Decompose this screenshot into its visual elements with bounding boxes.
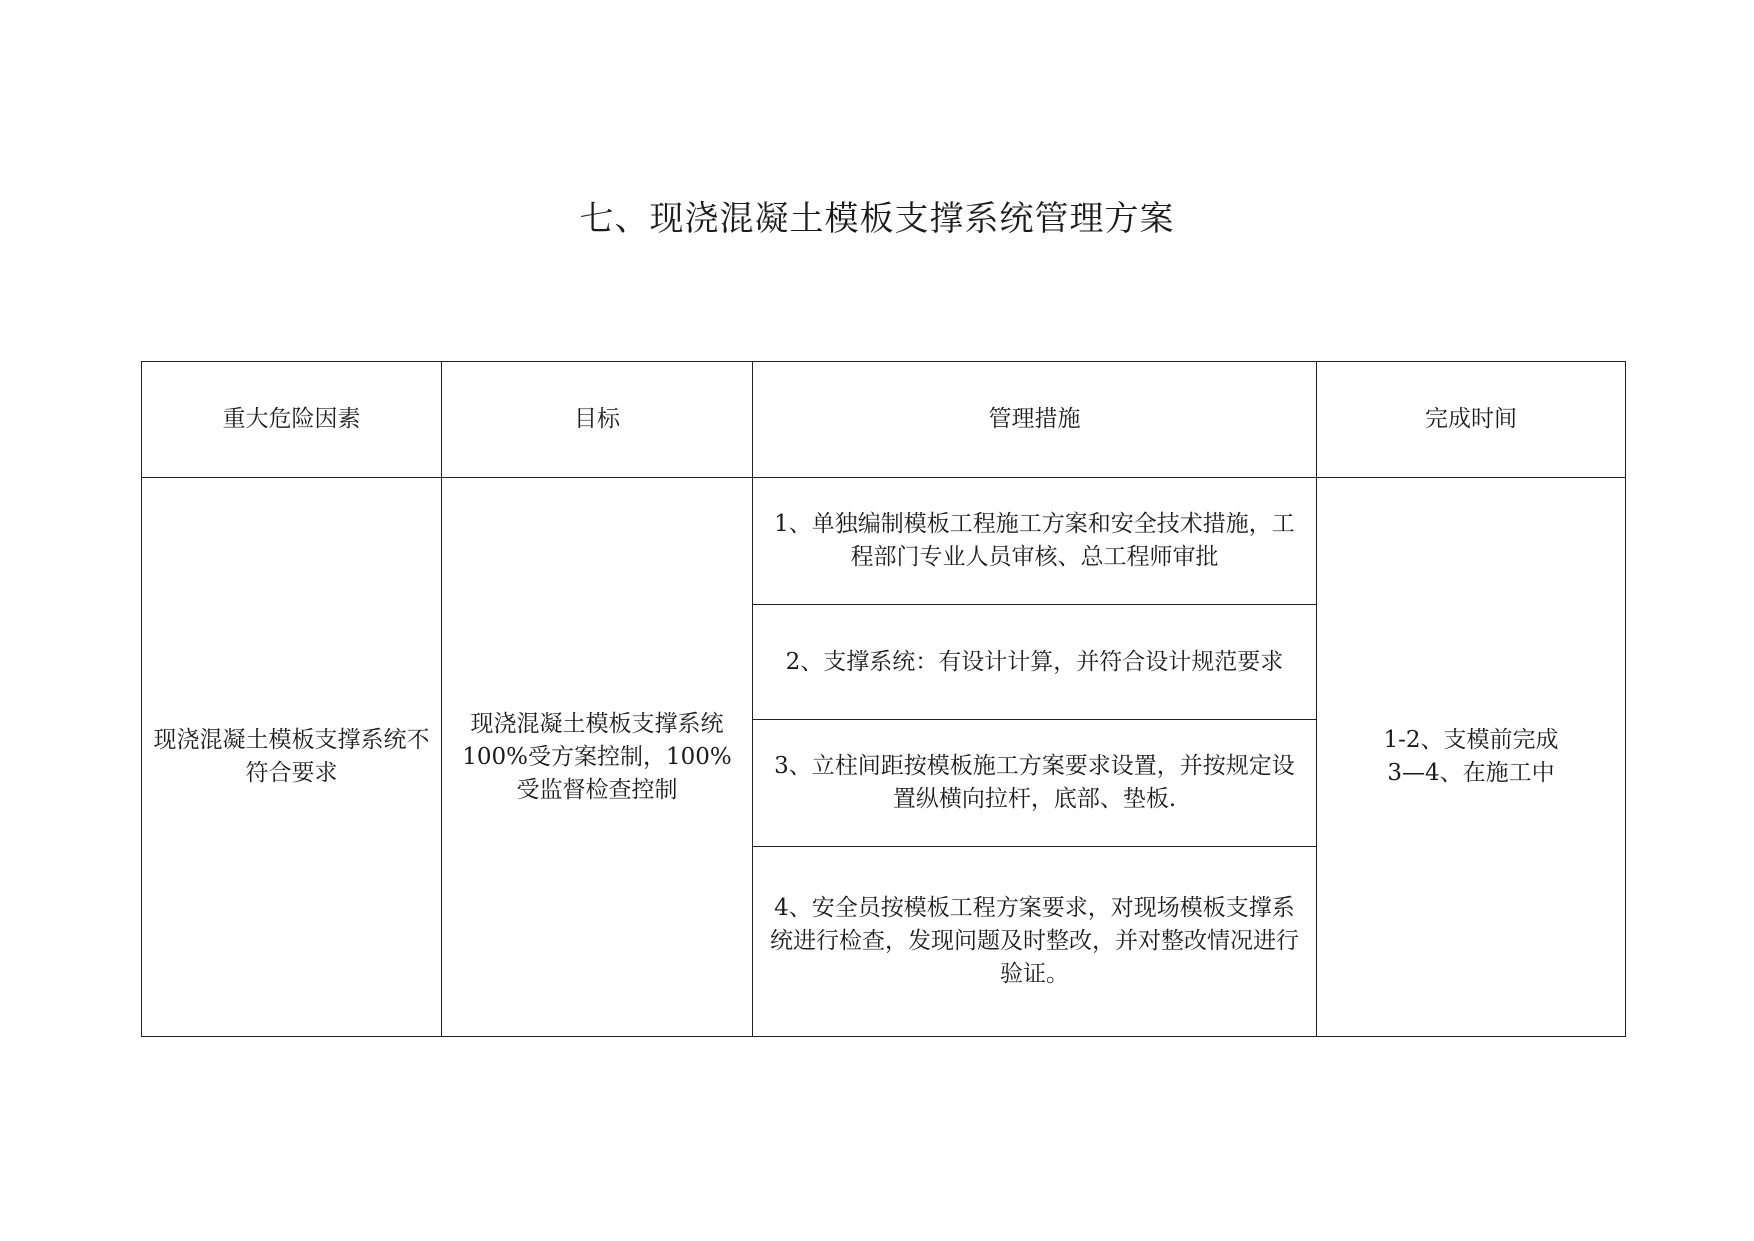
hazard-cell: 现浇混凝土模板支撑系统不符合要求 (142, 478, 442, 1037)
measure-cell-2: 2、支撑系统：有设计计算，并符合设计规范要求 (753, 605, 1317, 720)
completion-time-line-1: 1-2、支模前完成 (1383, 727, 1559, 753)
header-measures: 管理措施 (753, 362, 1317, 478)
header-target: 目标 (442, 362, 753, 478)
completion-time-line-2: 3—4、在施工中 (1387, 760, 1555, 786)
measure-cell-4: 4、安全员按模板工程方案要求，对现场模板支撑系统进行检查，发现问题及时整改，并对整改情况进行验证。 (753, 847, 1317, 1037)
table-row (142, 478, 1626, 605)
measure-cell-3: 3、立柱间距按模板施工方案要求设置，并按规定设置纵横向拉杆，底部、垫板. (753, 720, 1317, 847)
management-plan-table (141, 361, 1626, 1037)
table-header-row (142, 362, 1626, 478)
document-title: 七、现浇混凝土模板支撑系统管理方案 (579, 199, 1175, 239)
target-cell: 现浇混凝土模板支撑系统100%受方案控制，100%受监督检查控制 (442, 478, 753, 1037)
header-completion-time: 完成时间 (1317, 362, 1626, 478)
header-hazard: 重大危险因素 (142, 362, 442, 478)
measure-cell-1: 1、单独编制模板工程施工方案和安全技术措施，工程部门专业人员审核、总工程师审批 (753, 478, 1317, 605)
completion-time-cell (1317, 478, 1626, 1037)
